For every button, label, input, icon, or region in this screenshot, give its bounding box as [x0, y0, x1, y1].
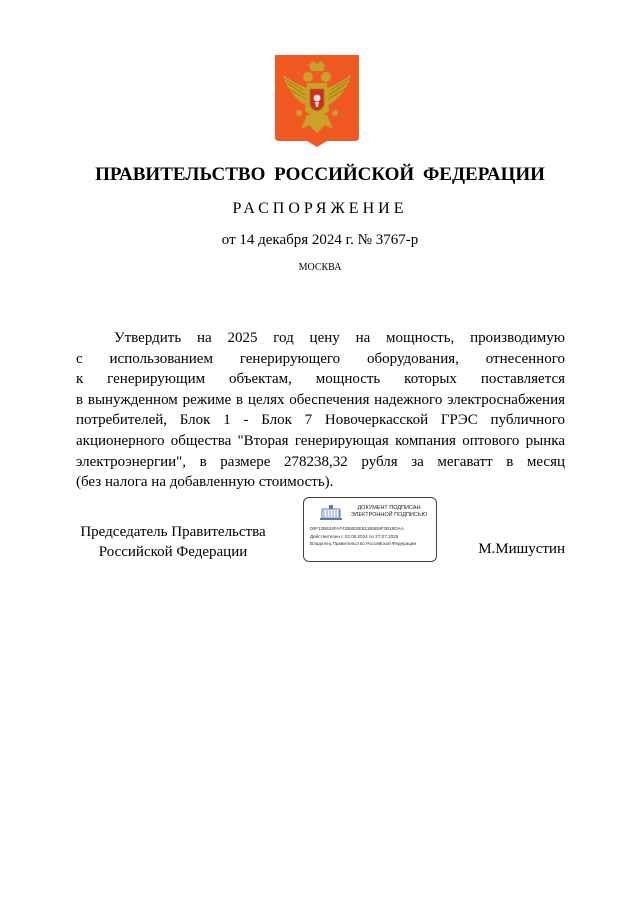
document-city: МОСКВА [298, 262, 342, 273]
signer-position [76, 522, 270, 562]
stamp-owner: Владелец Правительство Российской Федерации [310, 541, 417, 546]
body-line: в вынужденном режиме в целях обеспечения надежного электроснабжения [76, 391, 565, 408]
stamp-validity: Действителен с 03.05.2024 по 27.07.2025 [310, 534, 399, 539]
government-building-icon [320, 504, 342, 520]
body-line: (без налога на добавленную стоимость). [76, 474, 334, 491]
stamp-header-line: ДОКУМЕНТ ПОДПИСАН [357, 505, 421, 511]
electronic-signature-stamp [303, 497, 437, 562]
stamp-header-line: ЭЛЕКТРОННОЙ ПОДПИСЬЮ [350, 512, 428, 518]
body-line: к генерирующим объектам, мощность которых поставляется [76, 371, 565, 388]
body-line: потребителей, Блок 1 - Блок 7 Новочеркасской ГРЭС публичного [76, 412, 565, 429]
body-line: акционерного общества "Вторая генерирующая компания оптового рынка [76, 432, 565, 449]
document-date-number: от 14 декабря 2024 г. № 3767-р [221, 232, 419, 248]
coat-of-arms-icon [275, 55, 359, 147]
order-body [76, 328, 565, 493]
organization-title: ПРАВИТЕЛЬСТВО РОССИЙСКОЙ ФЕДЕРАЦИИ [95, 164, 545, 185]
body-line: электроэнергии", в размере 278238,32 рубля за мегаватт в месяц [76, 453, 565, 470]
stamp-header [344, 505, 434, 519]
signer-position-line: Российской Федерации [98, 544, 248, 560]
body-line: с использованием генерирующего оборудования, отнесенного [76, 350, 565, 367]
document-type: РАСПОРЯЖЕНИЕ [232, 200, 408, 217]
body-line: Утвердить на 2025 год цену на мощность, производимую [114, 330, 565, 346]
signer-position-line: Председатель Правительства [80, 524, 266, 540]
stamp-certificate-number: 00F12B624FAF42B8E5EB11B6B9F2B16DAA [310, 526, 404, 531]
signer-name: М.Мишустин [478, 541, 565, 557]
